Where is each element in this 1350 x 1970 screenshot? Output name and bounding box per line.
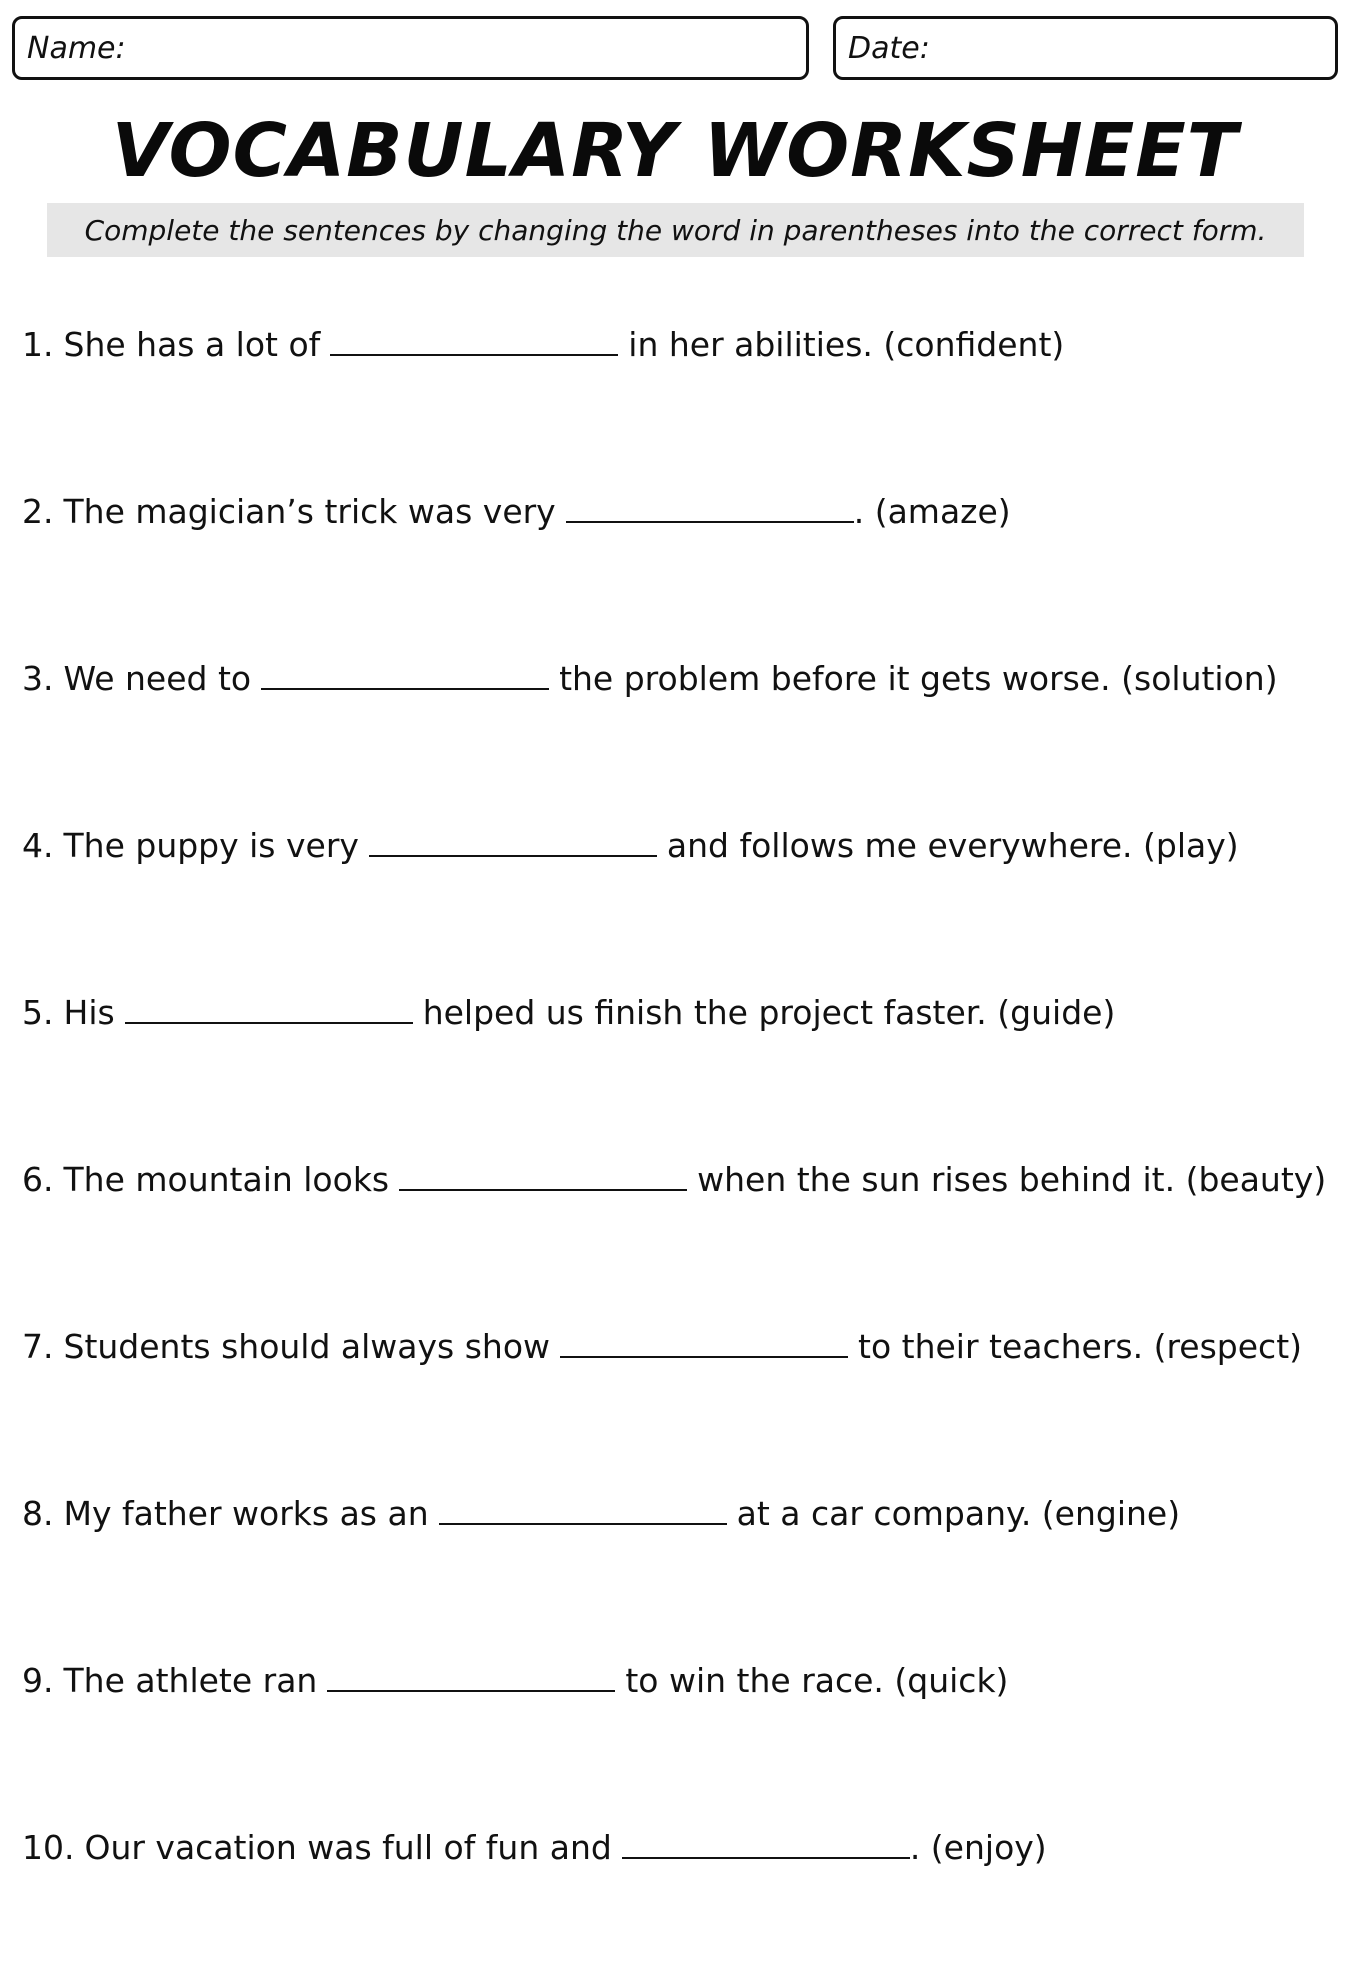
question-text-after: . (amaze): [853, 492, 1011, 531]
question-text-before: The athlete ran: [63, 1661, 318, 1700]
question-number: 5.: [22, 993, 54, 1032]
question-number: 9.: [22, 1661, 54, 1700]
question-number: 10.: [22, 1828, 75, 1867]
question-number: 3.: [22, 659, 54, 698]
question-text-before: The magician’s trick was very: [63, 492, 556, 531]
date-label: Date:: [848, 30, 930, 66]
answer-blank[interactable]: [622, 1855, 910, 1859]
date-field[interactable]: [833, 16, 1338, 80]
question-number: 1.: [22, 325, 54, 364]
question-text-after: helped us finish the project faster. (guide): [422, 993, 1116, 1032]
answer-blank[interactable]: [125, 1020, 413, 1024]
question-list: [22, 300, 1342, 1970]
answer-blank[interactable]: [369, 853, 657, 857]
question-text-after: in her abilities. (confident): [628, 325, 1065, 364]
question-number: 2.: [22, 492, 54, 531]
question-number: 6.: [22, 1160, 54, 1199]
question-number: 8.: [22, 1494, 54, 1533]
question-item: [22, 1803, 1342, 1970]
question-item: [22, 968, 1342, 1135]
question-text-before: My father works as an: [63, 1494, 429, 1533]
question-item: [22, 1469, 1342, 1636]
instruction-text: Complete the sentences by changing the word in parentheses into the correct form.: [84, 213, 1267, 247]
name-field[interactable]: [12, 16, 809, 80]
question-item: [22, 634, 1342, 801]
answer-blank[interactable]: [261, 686, 549, 690]
question-item: [22, 801, 1342, 968]
question-item: [22, 1302, 1342, 1469]
question-text-before: Students should always show: [63, 1327, 551, 1366]
question-text-before: The mountain looks: [63, 1160, 390, 1199]
question-text-after: to their teachers. (respect): [858, 1327, 1303, 1366]
name-label: Name:: [27, 30, 126, 66]
question-item: [22, 1636, 1342, 1803]
question-text-after: at a car company. (engine): [736, 1494, 1181, 1533]
question-text-before: The puppy is very: [63, 826, 359, 865]
worksheet-title: VOCABULARY WORKSHEET: [111, 108, 1239, 194]
question-text-after: when the sun rises behind it. (beauty): [697, 1160, 1327, 1199]
question-number: 4.: [22, 826, 54, 865]
question-item: [22, 300, 1342, 467]
question-text-after: and follows me everywhere. (play): [666, 826, 1239, 865]
question-text-after: . (enjoy): [909, 1828, 1047, 1867]
answer-blank[interactable]: [330, 352, 618, 356]
question-text-before: She has a lot of: [63, 325, 321, 364]
question-text-after: to win the race. (quick): [625, 1661, 1009, 1700]
question-text-before: Our vacation was full of fun and: [84, 1828, 612, 1867]
answer-blank[interactable]: [399, 1187, 687, 1191]
question-item: [22, 467, 1342, 634]
instruction-banner: [47, 203, 1304, 257]
question-text-before: We need to: [63, 659, 252, 698]
question-item: [22, 1135, 1342, 1302]
answer-blank[interactable]: [327, 1688, 615, 1692]
question-number: 7.: [22, 1327, 54, 1366]
answer-blank[interactable]: [566, 519, 854, 523]
answer-blank[interactable]: [439, 1521, 727, 1525]
question-text-after: the problem before it gets worse. (solution): [559, 659, 1278, 698]
question-text-before: His: [63, 993, 115, 1032]
answer-blank[interactable]: [560, 1354, 848, 1358]
